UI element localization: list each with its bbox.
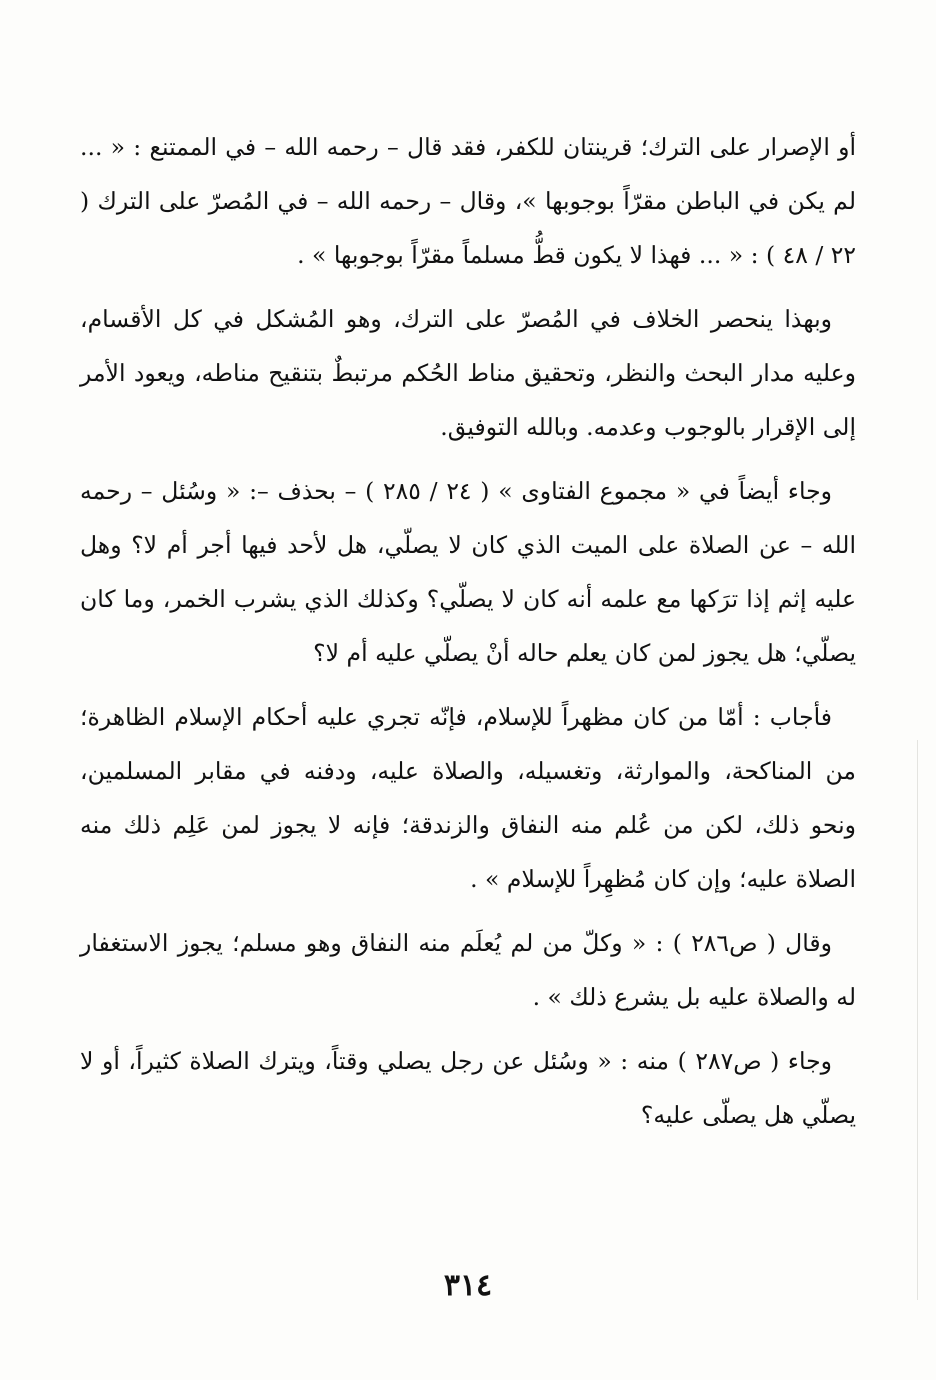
scan-margin-line: [917, 740, 918, 1300]
page-number: ٣١٤: [443, 1268, 493, 1303]
paragraph-5: وقال ( ص٢٨٦ ) : « وكلّ من لم يُعلَم منه النفاق وهو مسلم؛ يجوز الاستغفار له والصلاة عليه بل يشرع ذلك » .: [80, 929, 856, 1011]
paragraph-6: وجاء ( ص٢٨٧ ) منه : « وسُئل عن رجل يصلي وقتاً، ويترك الصلاة كثيراً، أو لا يصلّي هل يصلّى عليه؟: [80, 1047, 856, 1129]
paragraph-2: وبهذا ينحصر الخلاف في المُصرّ على الترك، وهو المُشكل في كل الأقسام، وعليه مدار البحث والنظر، وتحقيق مناط الحُكم مرتبطٌ بتنقيح مناطه، ويعود الأمر إلى الإقرار بالوجوب وعدمه. وبالله التوفيق.: [80, 305, 856, 441]
paragraph-1: أو الإصرار على الترك؛ قرينتان للكفر، فقد قال – رحمه الله – في الممتنع : « ... لم يكن في الباطن مقرّاً بوجوبها »، وقال – رحمه الله – في المُصرّ على الترك ( ٢٢ / ٤٨ ) : « ... فهذا لا يكون قطُّ مسلماً مقرّاً بوجوبها » .: [80, 133, 856, 269]
paragraph-3: وجاء أيضاً في « مجموع الفتاوى » ( ٢٤ / ٢٨٥ ) – بحذف –: « وسُئل – رحمه الله – عن الصلاة على الميت الذي كان لا يصلّي، هل لأحد فيها أجر أم لا؟ وهل عليه إثم إذا ترَكها مع علمه أنه كان لا يصلّي؟ وكذلك الذي يشرب الخمر، وما كان يصلّي؛ هل يجوز لمن كان يعلم حاله أنْ يصلّي عليه أم لا؟: [80, 477, 856, 667]
body-text: [80, 120, 856, 1152]
paragraph-4: فأجاب : أمّا من كان مظهراً للإسلام، فإنّه تجري عليه أحكام الإسلام الظاهرة؛ من المناكحة، والموارثة، وتغسيله، والصلاة عليه، ودفنه في مقابر المسلمين، ونحو ذلك، لكن من عُلم منه النفاق والزندقة؛ فإنه لا يجوز لمن عَلِم ذلك منه الصلاة عليه؛ وإن كان مُظهِراً للإسلام » .: [80, 703, 856, 893]
